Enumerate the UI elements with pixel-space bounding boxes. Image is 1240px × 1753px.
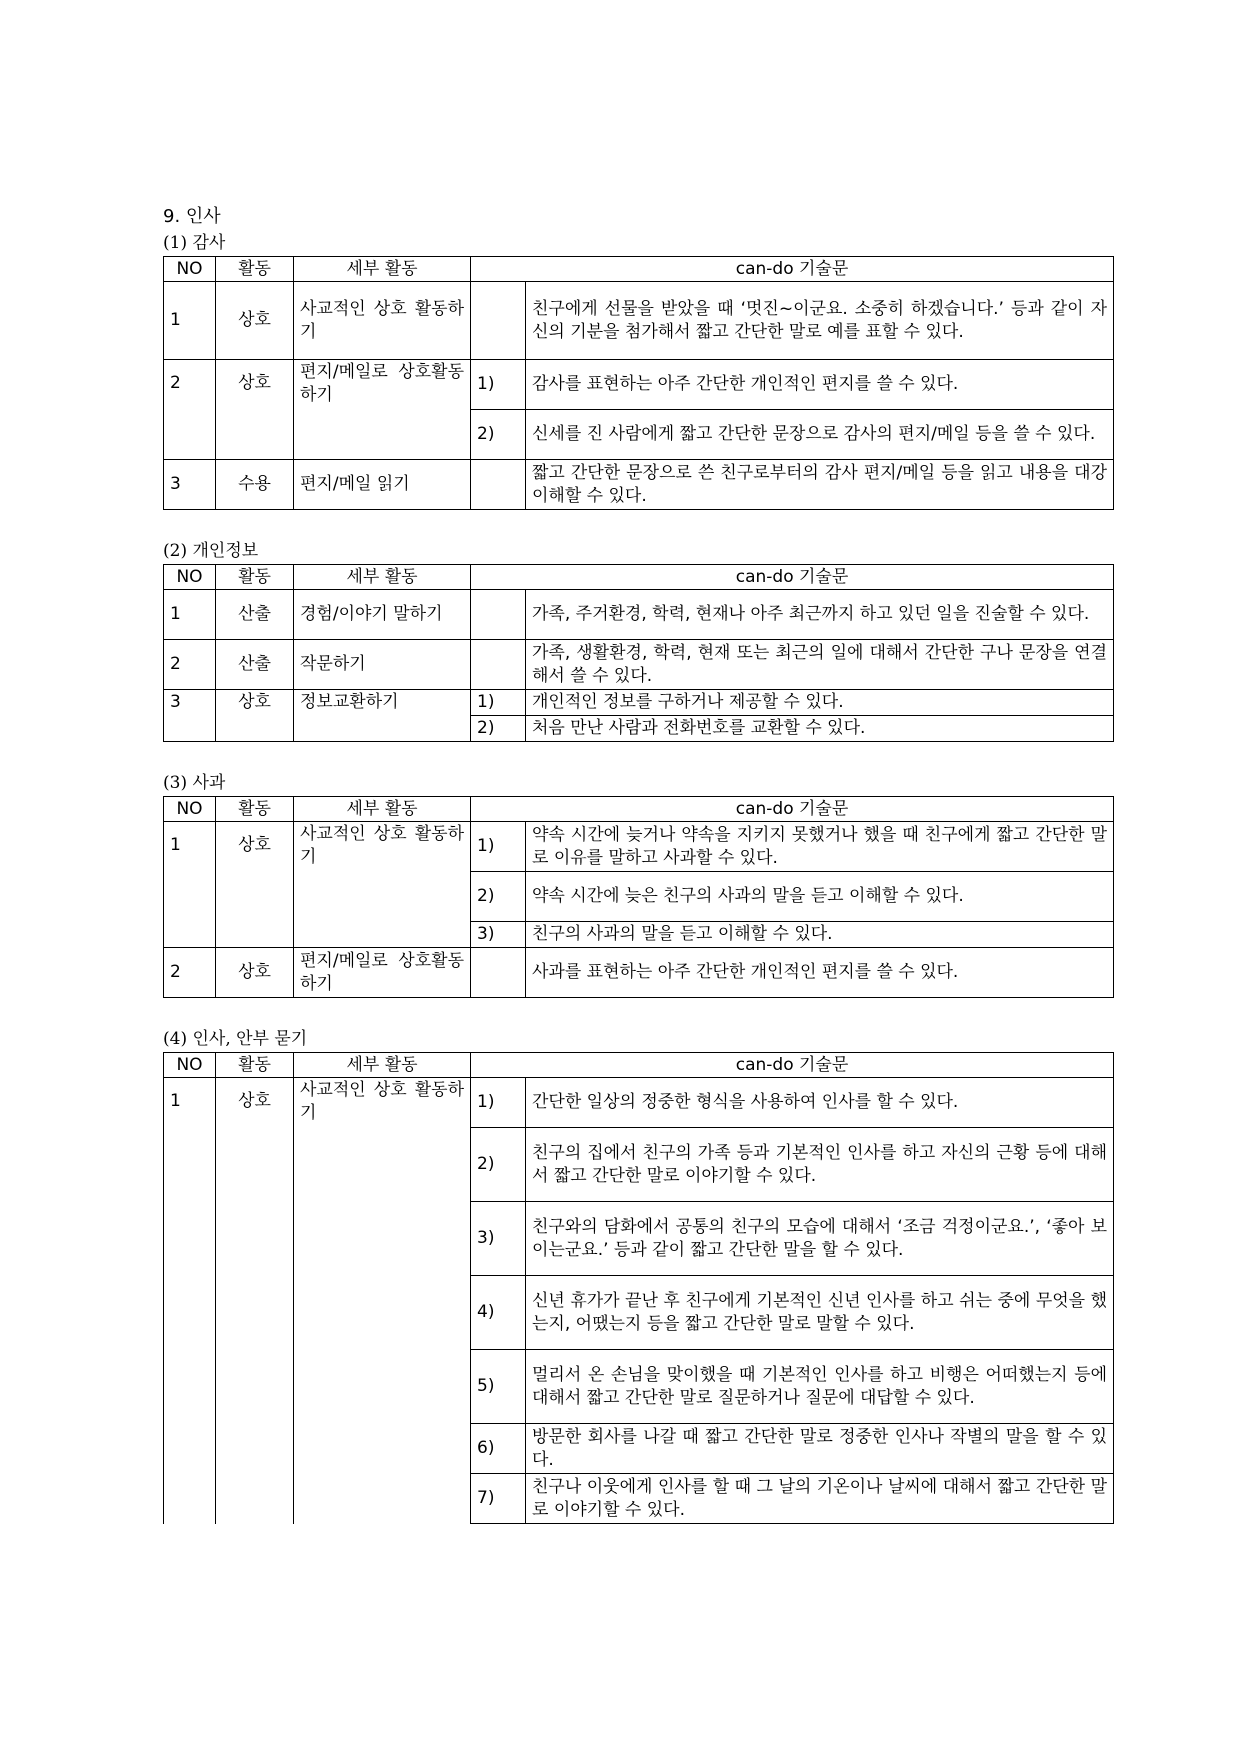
header-detail: 세부 활동 xyxy=(294,257,471,282)
cell-cando-text: 간단한 일상의 정중한 형식을 사용하여 인사를 할 수 있다. xyxy=(526,1078,1114,1128)
header-activity: 활동 xyxy=(216,565,294,590)
cell-no: 1 xyxy=(164,1078,216,1524)
header-cando: can-do 기술문 xyxy=(471,565,1114,590)
cell-item-number: 4) xyxy=(471,1276,526,1350)
cando-table-apology xyxy=(163,796,1114,998)
cell-detail: 사교적인 상호 활동하기 xyxy=(294,822,471,948)
cell-item-number: 3) xyxy=(471,1202,526,1276)
cell-detail: 사교적인 상호 활동하기 xyxy=(294,282,471,360)
cando-table-personal-info xyxy=(163,564,1114,742)
cell-cando-text: 개인적인 정보를 구하거나 제공할 수 있다. xyxy=(526,690,1114,716)
header-cando: can-do 기술문 xyxy=(471,797,1114,822)
cell-no: 2 xyxy=(164,948,216,998)
cell-item-number: 2) xyxy=(471,410,526,460)
header-cando: can-do 기술문 xyxy=(471,257,1114,282)
cell-activity: 상호 xyxy=(216,822,294,948)
cell-cando-text: 가족, 주거환경, 학력, 현재나 아주 최근까지 하고 있던 일을 진술할 수 있다. xyxy=(526,590,1114,640)
cell-detail: 정보교환하기 xyxy=(294,690,471,742)
cell-cando-text: 사과를 표현하는 아주 간단한 개인적인 편지를 쓸 수 있다. xyxy=(526,948,1114,998)
cell-cando-text: 친구에게 선물을 받았을 때 ‘멋진~이군요. 소중히 하겠습니다.’ 등과 같이 자신의 기분을 첨가해서 짧고 간단한 말로 예를 표할 수 있다. xyxy=(526,282,1114,360)
cell-item-number: 2) xyxy=(471,872,526,922)
table-title-personal-info: (2) 개인정보 xyxy=(163,541,259,561)
table-row xyxy=(164,460,1114,510)
cell-item-number: 1) xyxy=(471,1078,526,1128)
table-title-gratitude: (1) 감사 xyxy=(163,233,226,253)
table-row xyxy=(164,690,1114,716)
header-no: NO xyxy=(164,1053,216,1078)
cell-cando-text: 멀리서 온 손님을 맞이했을 때 기본적인 인사를 하고 비행은 어떠했는지 등에 대해서 짧고 간단한 말로 질문하거나 질문에 대답할 수 있다. xyxy=(526,1350,1114,1424)
header-detail: 세부 활동 xyxy=(294,797,471,822)
cell-item-number: 1) xyxy=(471,360,526,410)
table-row xyxy=(164,360,1114,410)
cell-item-number xyxy=(471,460,526,510)
header-no: NO xyxy=(164,565,216,590)
header-activity: 활동 xyxy=(216,797,294,822)
cell-detail: 경험/이야기 말하기 xyxy=(294,590,471,640)
cell-cando-text: 친구의 집에서 친구의 가족 등과 기본적인 인사를 하고 자신의 근황 등에 대해서 짧고 간단한 말로 이야기할 수 있다. xyxy=(526,1128,1114,1202)
cell-no: 1 xyxy=(164,590,216,640)
table-header-row xyxy=(164,257,1114,282)
cell-item-number xyxy=(471,640,526,690)
cell-cando-text: 신세를 진 사람에게 짧고 간단한 문장으로 감사의 편지/메일 등을 쓸 수 있다. xyxy=(526,410,1114,460)
cell-activity: 상호 xyxy=(216,690,294,742)
cell-activity: 상호 xyxy=(216,282,294,360)
cell-no: 1 xyxy=(164,822,216,948)
cell-cando-text: 약속 시간에 늦은 친구의 사과의 말을 듣고 이해할 수 있다. xyxy=(526,872,1114,922)
header-detail: 세부 활동 xyxy=(294,565,471,590)
cell-cando-text: 친구나 이웃에게 인사를 할 때 그 날의 기온이나 날씨에 대해서 짧고 간단한 말로 이야기할 수 있다. xyxy=(526,1474,1114,1524)
header-activity: 활동 xyxy=(216,1053,294,1078)
cell-no: 1 xyxy=(164,282,216,360)
cell-cando-text: 처음 만난 사람과 전화번호를 교환할 수 있다. xyxy=(526,716,1114,742)
cell-detail: 편지/메일로 상호활동하기 xyxy=(294,360,471,460)
cell-cando-text: 가족, 생활환경, 학력, 현재 또는 최근의 일에 대해서 간단한 구나 문장을 연결해서 쓸 수 있다. xyxy=(526,640,1114,690)
cell-no: 3 xyxy=(164,460,216,510)
cell-item-number: 1) xyxy=(471,690,526,716)
table-header-row xyxy=(164,797,1114,822)
cell-no: 2 xyxy=(164,640,216,690)
cell-item-number: 7) xyxy=(471,1474,526,1524)
cell-activity: 산출 xyxy=(216,590,294,640)
cell-activity: 상호 xyxy=(216,1078,294,1524)
table-title-greetings: (4) 인사, 안부 묻기 xyxy=(163,1029,308,1049)
cell-item-number: 5) xyxy=(471,1350,526,1424)
table-row xyxy=(164,948,1114,998)
header-no: NO xyxy=(164,257,216,282)
cell-cando-text: 방문한 회사를 나갈 때 짧고 간단한 말로 정중한 인사나 작별의 말을 할 수 있다. xyxy=(526,1424,1114,1474)
cell-activity: 상호 xyxy=(216,360,294,460)
cell-cando-text: 감사를 표현하는 아주 간단한 개인적인 편지를 쓸 수 있다. xyxy=(526,360,1114,410)
cell-cando-text: 약속 시간에 늦거나 약속을 지키지 못했거나 했을 때 친구에게 짧고 간단한 말로 이유를 말하고 사과할 수 있다. xyxy=(526,822,1114,872)
cell-item-number xyxy=(471,948,526,998)
table-header-row xyxy=(164,565,1114,590)
table-row xyxy=(164,282,1114,360)
document-page xyxy=(163,204,1113,1524)
cell-activity: 수용 xyxy=(216,460,294,510)
header-activity: 활동 xyxy=(216,257,294,282)
cell-detail: 편지/메일로 상호활동하기 xyxy=(294,948,471,998)
table-header-row xyxy=(164,1053,1114,1078)
cell-item-number: 2) xyxy=(471,716,526,742)
cell-detail: 작문하기 xyxy=(294,640,471,690)
table-row xyxy=(164,1078,1114,1128)
table-title-apology: (3) 사과 xyxy=(163,773,226,793)
cell-item-number: 6) xyxy=(471,1424,526,1474)
header-no: NO xyxy=(164,797,216,822)
table-row xyxy=(164,590,1114,640)
header-detail: 세부 활동 xyxy=(294,1053,471,1078)
cell-item-number xyxy=(471,590,526,640)
cell-activity: 상호 xyxy=(216,948,294,998)
cell-activity: 산출 xyxy=(216,640,294,690)
cell-no: 3 xyxy=(164,690,216,742)
cell-cando-text: 친구와의 담화에서 공통의 친구의 모습에 대해서 ‘조금 걱정이군요.’, ‘좋아 보이는군요.’ 등과 같이 짧고 간단한 말을 할 수 있다. xyxy=(526,1202,1114,1276)
cando-table-gratitude xyxy=(163,256,1114,510)
cell-detail: 편지/메일 읽기 xyxy=(294,460,471,510)
cell-item-number: 2) xyxy=(471,1128,526,1202)
cell-no: 2 xyxy=(164,360,216,460)
cell-item-number: 3) xyxy=(471,922,526,948)
cando-table-greetings xyxy=(163,1052,1114,1524)
table-row xyxy=(164,640,1114,690)
cell-cando-text: 짧고 간단한 문장으로 쓴 친구로부터의 감사 편지/메일 등을 읽고 내용을 대강 이해할 수 있다. xyxy=(526,460,1114,510)
header-cando: can-do 기술문 xyxy=(471,1053,1114,1078)
cell-cando-text: 신년 휴가가 끝난 후 친구에게 기본적인 신년 인사를 하고 쉬는 중에 무엇을 했는지, 어땠는지 등을 짧고 간단한 말로 말할 수 있다. xyxy=(526,1276,1114,1350)
cell-cando-text: 친구의 사과의 말을 듣고 이해할 수 있다. xyxy=(526,922,1114,948)
cell-detail: 사교적인 상호 활동하기 xyxy=(294,1078,471,1524)
section-title: 9. 인사 xyxy=(163,206,221,227)
cell-item-number xyxy=(471,282,526,360)
table-row xyxy=(164,822,1114,872)
cell-item-number: 1) xyxy=(471,822,526,872)
